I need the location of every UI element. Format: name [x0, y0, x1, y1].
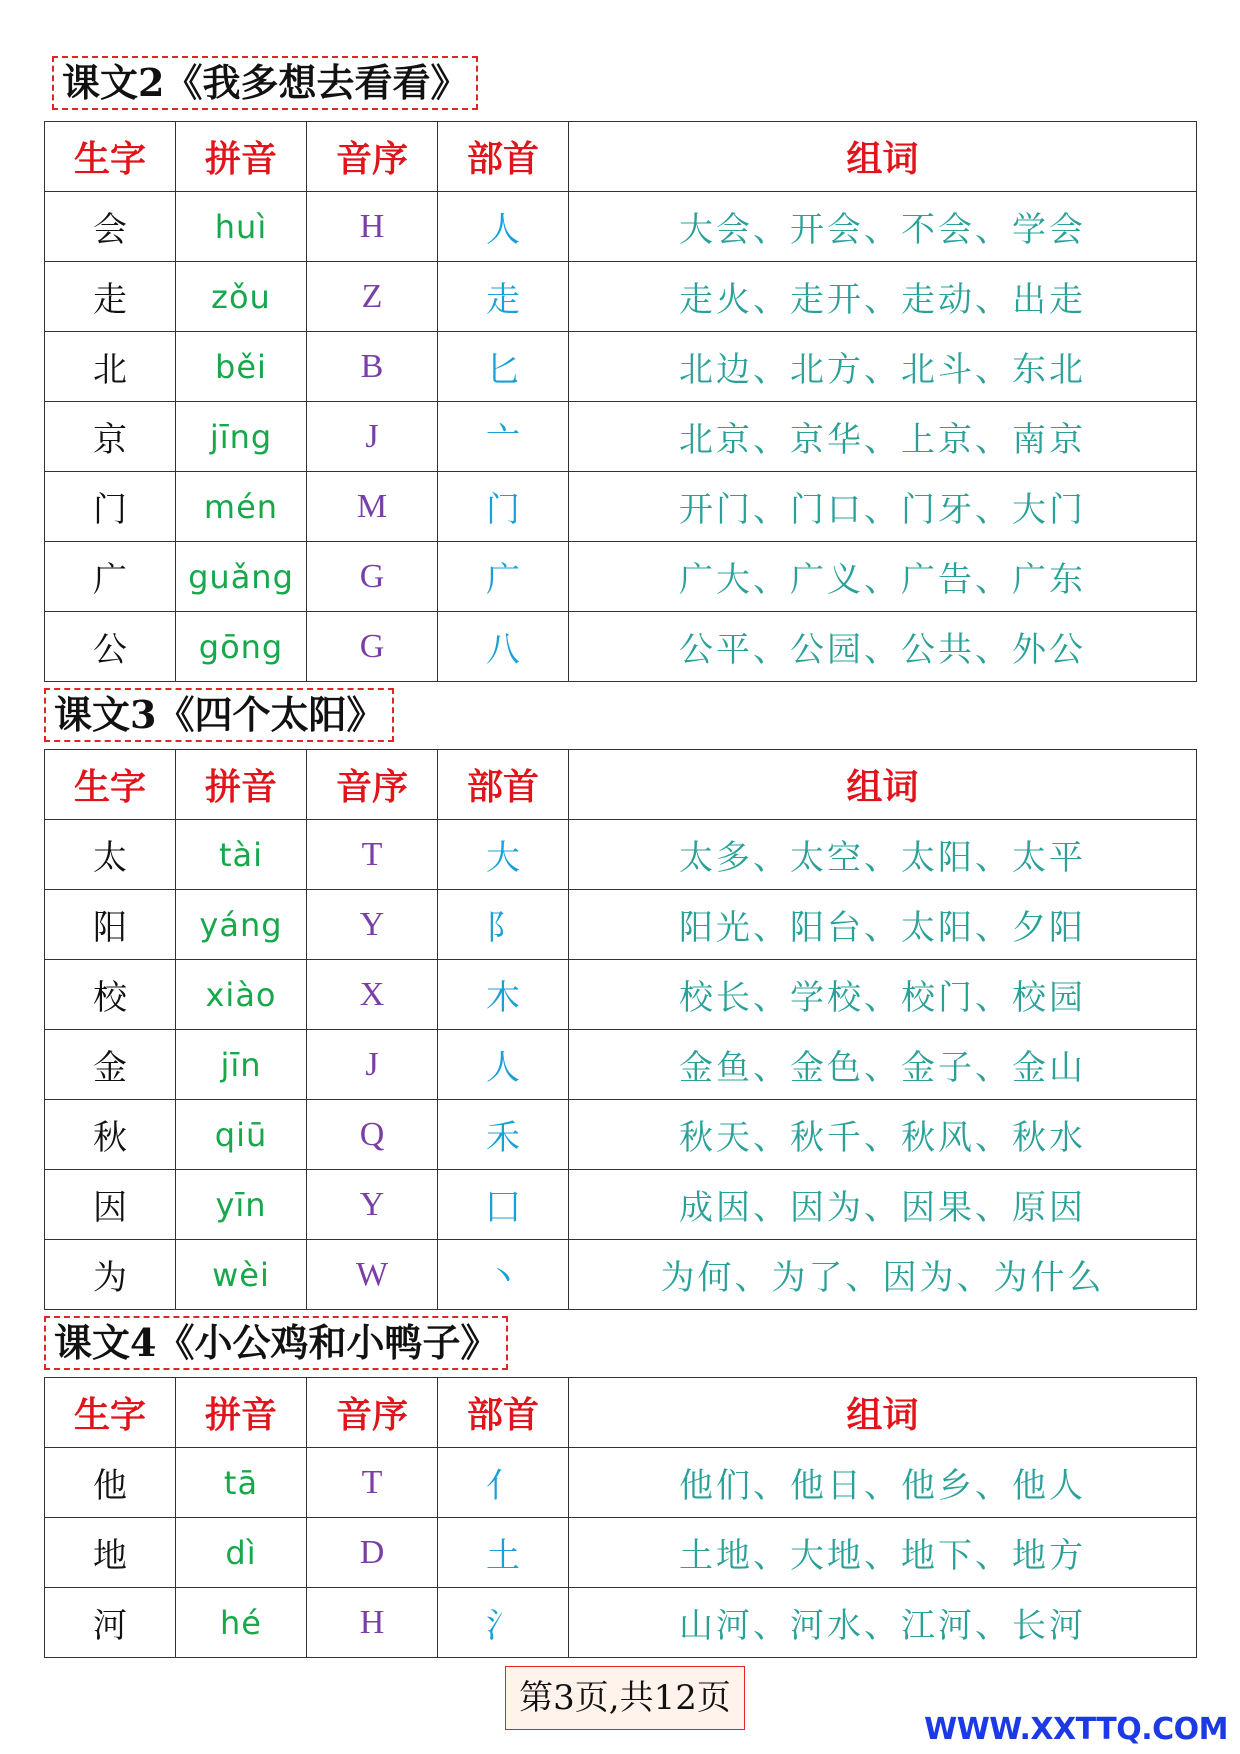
header-radical: 部首: [438, 1378, 569, 1448]
words-cell: 为何、为了、因为、为什么: [569, 1240, 1197, 1310]
table-row: [45, 1588, 1197, 1658]
pinyin-cell: dì: [176, 1518, 307, 1588]
char-cell: 他: [45, 1448, 176, 1518]
char-cell: 北: [45, 332, 176, 402]
table-row: [45, 332, 1197, 402]
table-header-row: [45, 122, 1197, 192]
pinyin-cell: jīng: [176, 402, 307, 472]
table-header-row: [45, 1378, 1197, 1448]
table-row: [45, 1100, 1197, 1170]
header-char: 生字: [45, 122, 176, 192]
order-cell: Q: [307, 1100, 438, 1170]
header-words: 组词: [569, 1378, 1197, 1448]
header-order: 音序: [307, 1378, 438, 1448]
words-cell: 公平、公园、公共、外公: [569, 612, 1197, 682]
words-cell: 走火、走开、走动、出走: [569, 262, 1197, 332]
words-cell: 广大、广义、广告、广东: [569, 542, 1197, 612]
radical-cell: 大: [438, 820, 569, 890]
order-cell: T: [307, 820, 438, 890]
table-row: [45, 1448, 1197, 1518]
header-radical: 部首: [438, 122, 569, 192]
pinyin-cell: qiū: [176, 1100, 307, 1170]
order-cell: J: [307, 402, 438, 472]
header-char: 生字: [45, 1378, 176, 1448]
lesson-title: 课文3《四个太阳》: [44, 688, 394, 742]
page-number: 第3页,共12页: [505, 1666, 745, 1730]
order-cell: H: [307, 1588, 438, 1658]
pinyin-cell: zǒu: [176, 262, 307, 332]
table-row: [45, 1518, 1197, 1588]
radical-cell: 人: [438, 192, 569, 262]
pinyin-cell: mén: [176, 472, 307, 542]
char-cell: 为: [45, 1240, 176, 1310]
lesson-table: [44, 121, 1197, 682]
table-row: [45, 1240, 1197, 1310]
table-row: [45, 1170, 1197, 1240]
char-cell: 地: [45, 1518, 176, 1588]
pinyin-cell: gōng: [176, 612, 307, 682]
char-cell: 门: [45, 472, 176, 542]
pinyin-cell: jīn: [176, 1030, 307, 1100]
words-cell: 金鱼、金色、金子、金山: [569, 1030, 1197, 1100]
char-cell: 金: [45, 1030, 176, 1100]
order-cell: J: [307, 1030, 438, 1100]
radical-cell: 人: [438, 1030, 569, 1100]
table-header-row: [45, 750, 1197, 820]
order-cell: Y: [307, 890, 438, 960]
char-cell: 阳: [45, 890, 176, 960]
header-pinyin: 拼音: [176, 122, 307, 192]
char-cell: 秋: [45, 1100, 176, 1170]
lesson-table: [44, 749, 1197, 1310]
words-cell: 他们、他日、他乡、他人: [569, 1448, 1197, 1518]
words-cell: 太多、太空、太阳、太平: [569, 820, 1197, 890]
order-cell: T: [307, 1448, 438, 1518]
pinyin-cell: tā: [176, 1448, 307, 1518]
words-cell: 秋天、秋千、秋风、秋水: [569, 1100, 1197, 1170]
lesson-title: 课文4《小公鸡和小鸭子》: [44, 1316, 508, 1370]
table-row: [45, 890, 1197, 960]
radical-cell: 丶: [438, 1240, 569, 1310]
words-cell: 成因、因为、因果、原因: [569, 1170, 1197, 1240]
words-cell: 阳光、阳台、太阳、夕阳: [569, 890, 1197, 960]
radical-cell: 八: [438, 612, 569, 682]
words-cell: 大会、开会、不会、学会: [569, 192, 1197, 262]
radical-cell: 木: [438, 960, 569, 1030]
radical-cell: 走: [438, 262, 569, 332]
table-row: [45, 192, 1197, 262]
table-row: [45, 612, 1197, 682]
char-cell: 太: [45, 820, 176, 890]
header-order: 音序: [307, 122, 438, 192]
table-row: [45, 1030, 1197, 1100]
header-words: 组词: [569, 122, 1197, 192]
radical-cell: 禾: [438, 1100, 569, 1170]
lesson-title: 课文2《我多想去看看》: [52, 56, 478, 110]
radical-cell: 亻: [438, 1448, 569, 1518]
order-cell: G: [307, 612, 438, 682]
table-row: [45, 472, 1197, 542]
char-cell: 走: [45, 262, 176, 332]
char-cell: 河: [45, 1588, 176, 1658]
header-char: 生字: [45, 750, 176, 820]
order-cell: G: [307, 542, 438, 612]
radical-cell: 门: [438, 472, 569, 542]
char-cell: 公: [45, 612, 176, 682]
char-cell: 会: [45, 192, 176, 262]
char-cell: 因: [45, 1170, 176, 1240]
radical-cell: 亠: [438, 402, 569, 472]
char-cell: 京: [45, 402, 176, 472]
table-row: [45, 960, 1197, 1030]
table-row: [45, 402, 1197, 472]
words-cell: 土地、大地、地下、地方: [569, 1518, 1197, 1588]
order-cell: B: [307, 332, 438, 402]
header-pinyin: 拼音: [176, 750, 307, 820]
order-cell: M: [307, 472, 438, 542]
char-cell: 校: [45, 960, 176, 1030]
radical-cell: 囗: [438, 1170, 569, 1240]
order-cell: X: [307, 960, 438, 1030]
words-cell: 校长、学校、校门、校园: [569, 960, 1197, 1030]
header-words: 组词: [569, 750, 1197, 820]
words-cell: 北京、京华、上京、南京: [569, 402, 1197, 472]
words-cell: 开门、门口、门牙、大门: [569, 472, 1197, 542]
words-cell: 北边、北方、北斗、东北: [569, 332, 1197, 402]
pinyin-cell: běi: [176, 332, 307, 402]
header-order: 音序: [307, 750, 438, 820]
order-cell: W: [307, 1240, 438, 1310]
pinyin-cell: hé: [176, 1588, 307, 1658]
pinyin-cell: tài: [176, 820, 307, 890]
pinyin-cell: xiào: [176, 960, 307, 1030]
order-cell: D: [307, 1518, 438, 1588]
pinyin-cell: yīn: [176, 1170, 307, 1240]
lesson-table: [44, 1377, 1197, 1658]
char-cell: 广: [45, 542, 176, 612]
order-cell: H: [307, 192, 438, 262]
table-row: [45, 820, 1197, 890]
pinyin-cell: wèi: [176, 1240, 307, 1310]
radical-cell: 氵: [438, 1588, 569, 1658]
pinyin-cell: huì: [176, 192, 307, 262]
pinyin-cell: yáng: [176, 890, 307, 960]
site-watermark: WWW.XXTTQ.COM: [924, 1712, 1228, 1747]
order-cell: Z: [307, 262, 438, 332]
radical-cell: 土: [438, 1518, 569, 1588]
radical-cell: 阝: [438, 890, 569, 960]
header-pinyin: 拼音: [176, 1378, 307, 1448]
order-cell: Y: [307, 1170, 438, 1240]
table-row: [45, 262, 1197, 332]
words-cell: 山河、河水、江河、长河: [569, 1588, 1197, 1658]
radical-cell: 匕: [438, 332, 569, 402]
radical-cell: 广: [438, 542, 569, 612]
pinyin-cell: guǎng: [176, 542, 307, 612]
table-row: [45, 542, 1197, 612]
header-radical: 部首: [438, 750, 569, 820]
